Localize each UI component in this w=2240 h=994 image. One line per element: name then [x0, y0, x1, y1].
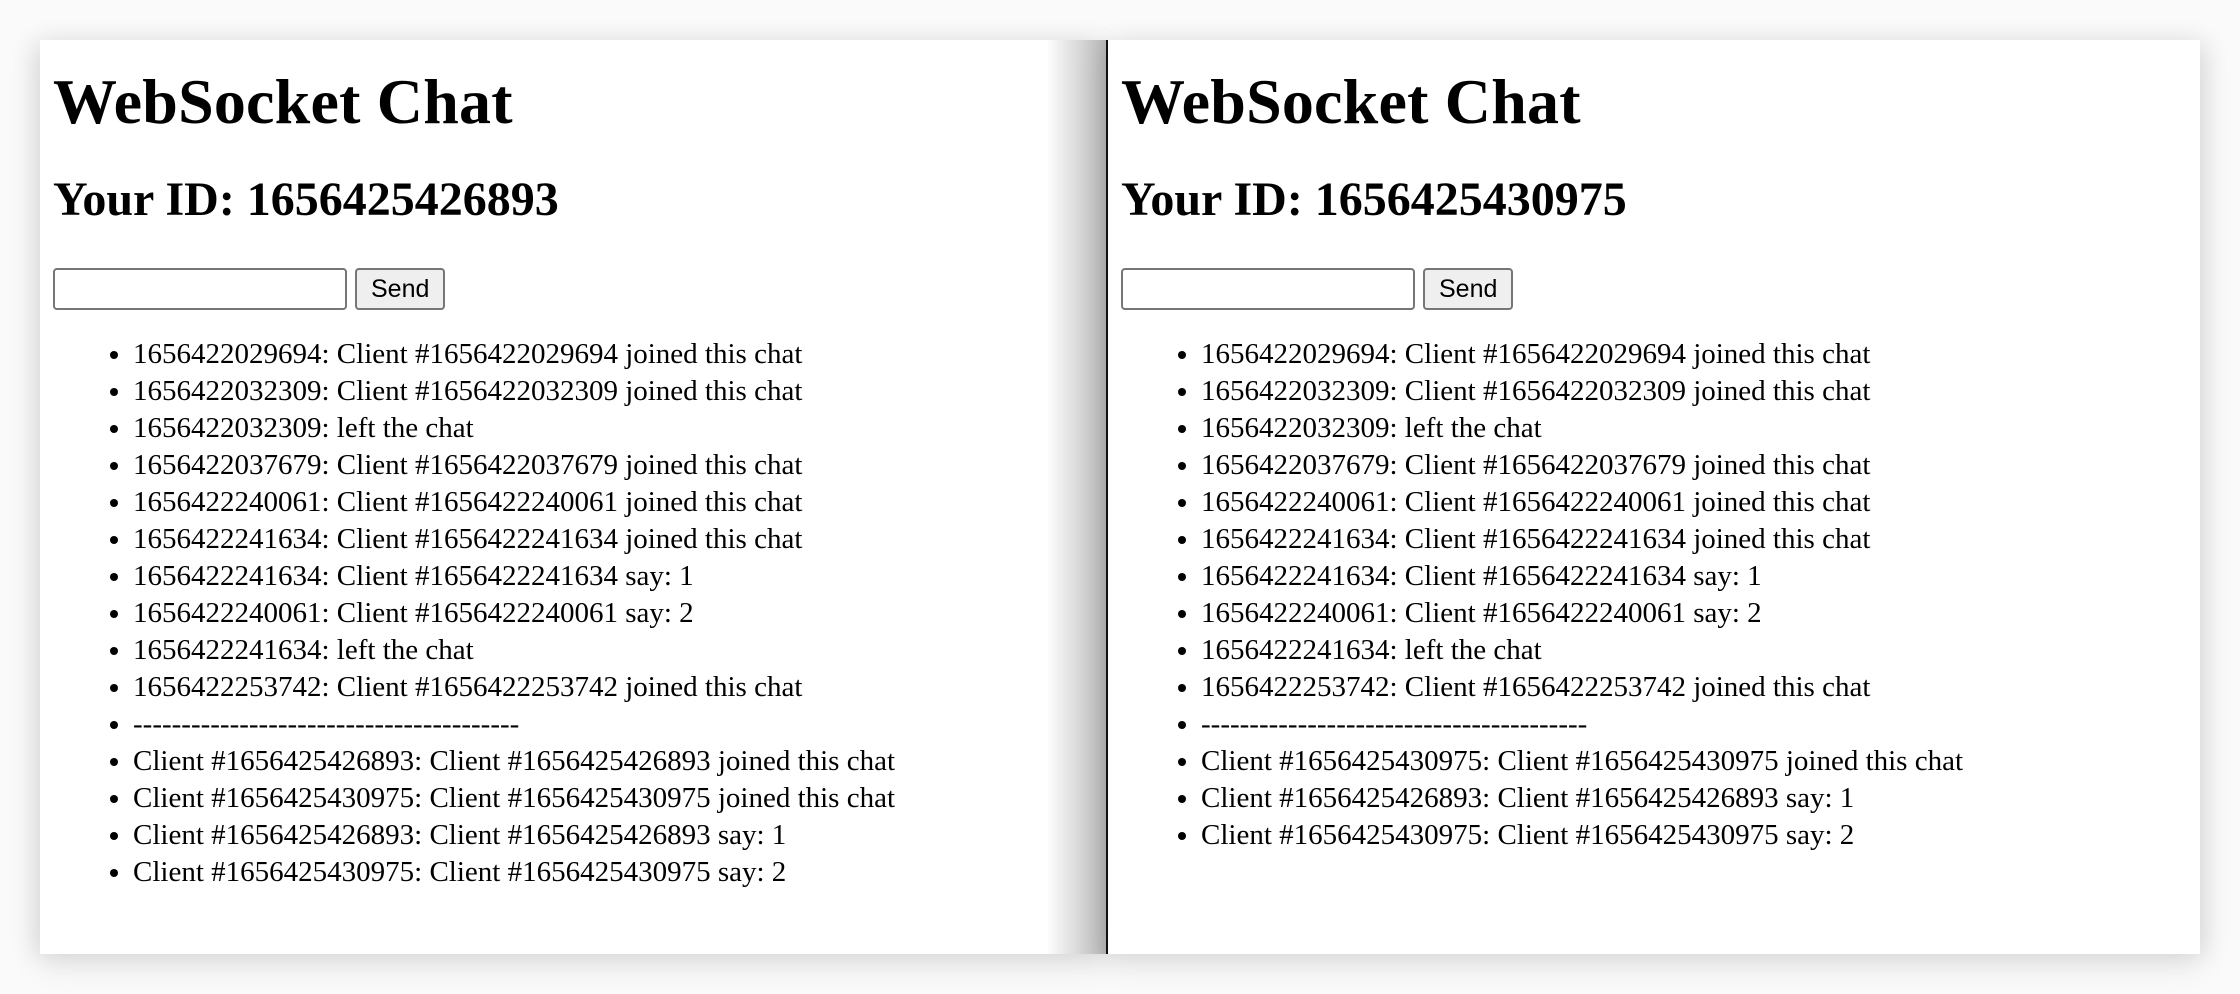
list-item: • Client #1656425430975: Client #1656425430975 say: 2 [1201, 817, 2187, 854]
list-item: • 1656422253742: Client #1656422253742 joined this chat [1201, 669, 2187, 706]
list-item: • 1656422037679: Client #1656422037679 joined this chat [133, 447, 1093, 484]
list-item: • 1656422240061: Client #1656422240061 joined this chat [133, 484, 1093, 521]
message-composer [53, 268, 1093, 310]
list-item: • ---------------------------------------- [1201, 706, 2187, 743]
list-item: • 1656422032309: Client #1656422032309 joined this chat [133, 373, 1093, 410]
message-input[interactable] [53, 268, 347, 310]
send-button[interactable]: Send [355, 268, 445, 310]
list-item: • 1656422032309: left the chat [1201, 410, 2187, 447]
list-item: • Client #1656425430975: Client #1656425430975 joined this chat [1201, 743, 2187, 780]
list-item: • 1656422037679: Client #1656422037679 joined this chat [1201, 447, 2187, 484]
list-item: • 1656422241634: left the chat [133, 632, 1093, 669]
page-title: WebSocket Chat [53, 66, 513, 137]
page-title: WebSocket Chat [1121, 66, 1581, 137]
list-item: • Client #1656425426893: Client #1656425426893 joined this chat [133, 743, 1093, 780]
list-item: • 1656422032309: Client #1656422032309 joined this chat [1201, 373, 2187, 410]
list-item: • 1656422241634: left the chat [1201, 632, 2187, 669]
list-item: • 1656422241634: Client #1656422241634 say: 1 [133, 558, 1093, 595]
chat-window-right [1106, 40, 2200, 954]
chat-window-left [40, 40, 1106, 954]
list-item: • 1656422240061: Client #1656422240061 joined this chat [1201, 484, 2187, 521]
chat-page-left [40, 40, 1106, 891]
list-item: • Client #1656425426893: Client #1656425426893 say: 1 [1201, 780, 2187, 817]
message-list [53, 336, 1093, 891]
your-id-heading: Your ID: 1656425430975 [1121, 173, 1627, 226]
list-item: • ---------------------------------------- [133, 706, 1093, 743]
list-item: • 1656422032309: left the chat [133, 410, 1093, 447]
list-item: • 1656422241634: Client #1656422241634 joined this chat [1201, 521, 2187, 558]
your-id-heading: Your ID: 1656425426893 [53, 173, 559, 226]
list-item: • 1656422029694: Client #1656422029694 joined this chat [1201, 336, 2187, 373]
list-item: • 1656422029694: Client #1656422029694 joined this chat [133, 336, 1093, 373]
message-composer [1121, 268, 2187, 310]
list-item: • Client #1656425430975: Client #1656425430975 say: 2 [133, 854, 1093, 891]
message-list [1121, 336, 2187, 854]
list-item: • Client #1656425426893: Client #1656425426893 say: 1 [133, 817, 1093, 854]
list-item: • 1656422241634: Client #1656422241634 say: 1 [1201, 558, 2187, 595]
chat-page-right [1108, 40, 2200, 854]
message-input[interactable] [1121, 268, 1415, 310]
list-item: • 1656422240061: Client #1656422240061 say: 2 [133, 595, 1093, 632]
list-item: • 1656422240061: Client #1656422240061 say: 2 [1201, 595, 2187, 632]
list-item: • 1656422241634: Client #1656422241634 joined this chat [133, 521, 1093, 558]
send-button[interactable]: Send [1423, 268, 1513, 310]
list-item: • Client #1656425430975: Client #1656425430975 joined this chat [133, 780, 1093, 817]
list-item: • 1656422253742: Client #1656422253742 joined this chat [133, 669, 1093, 706]
